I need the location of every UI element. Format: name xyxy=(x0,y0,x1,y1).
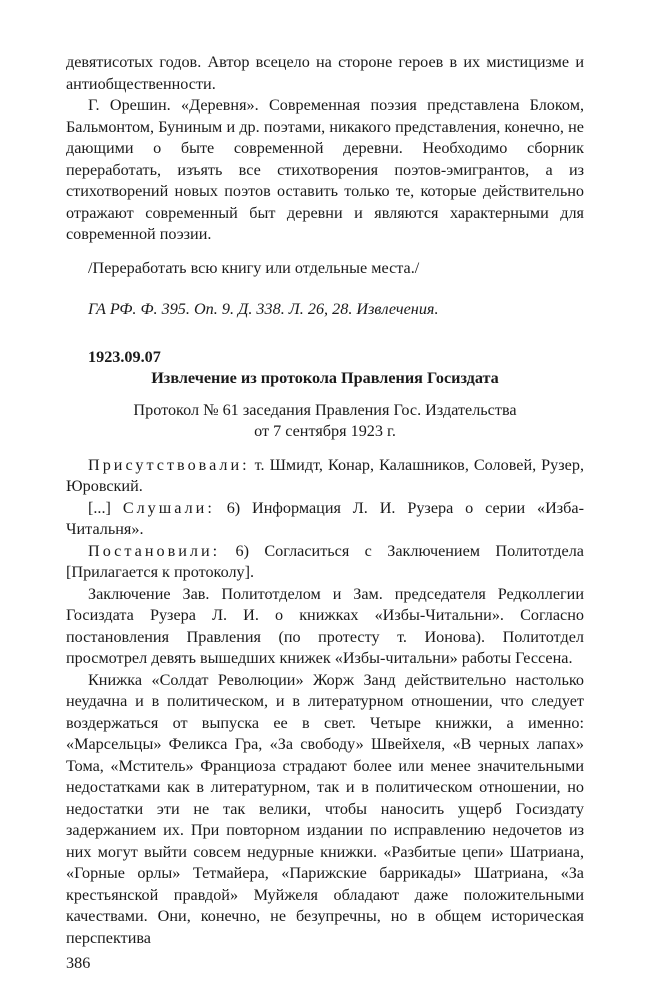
page-number: 386 xyxy=(66,954,91,972)
books-paragraph: Книжка «Солдат Революции» Жорж Занд действительно настолько неудачна и в политическом, и в литературном отношении, что следует воздержаться от выпуска ее в свет. Четыре книжки, а именно: «Марсельцы» Феликса Гра, «За свободу» Швейхеля, «В черных лапах» Тома, «Мститель» Франциоза страдают более или менее значительными недостатками как в литературном, так и в политическом отношении, но недостатки эти не так велики, чтобы наносить ущерб Госиздату задержанием их. При повторном издании по исправлению недочетов из них могут выйти совсем недурные книжки. «Разбитые цепи» Шатриана, «Горные орлы» Тетмайера, «Парижские баррикады» Шатриана, «За крестьянской правдой» Муйжеля обладают даже положительными качествами. Они, конечно, не безупречны, но в общем историческая перспектива xyxy=(66,670,584,947)
editorial-note: /Переработать всю книгу или отдельные места./ xyxy=(88,258,420,277)
heard-prefix: [...] xyxy=(88,498,123,517)
paragraph-continuation: девятисотых годов. Автор всецело на стороне героев в их мистицизме и антиобщественности. xyxy=(66,53,584,93)
attendees-text: т. Шмидт, Конар, Калашников, Соловей, Рузер, Юровский. xyxy=(66,455,584,495)
document-title: Извлечение из протокола Правления Госиздата xyxy=(151,369,499,387)
conclusion-paragraph: Заключение Зав. Политотделом и Зам. председателя Редколлегии Госиздата Рузера Л. И. о книжках «Избы-Читальни». Согласно постановления Правления (по протесту т. Ионова). Политотдел просмотрел девять вышедших книжек «Избы-читальни» работы Гессена. xyxy=(66,584,584,667)
protocol-line-1: Протокол № 61 заседания Правления Гос. Издательства xyxy=(133,400,517,419)
heard-paragraph xyxy=(66,498,584,541)
paragraph-oreshin: Г. Орешин. «Деревня». Современная поэзия представлена Блоком, Бальмонтом, Буниным и др. поэтами, никакого представления, конечно, не дающими о быте современной деревни. Необходимо сборник переработать, изъять все стихотворения поэтов-эмигрантов, а из стихотворений новых поэтов оставить только те, которые действительно отражают современный быт деревни и являются характерными для современной поэзии. xyxy=(66,96,584,243)
heard-text: 6) Информация Л. И. Рузера о серии «Изба-Читальня». xyxy=(66,498,584,538)
document-date: 1923.09.07 xyxy=(88,347,161,366)
decided-label: Постановили: xyxy=(88,541,221,560)
attendees-paragraph xyxy=(66,455,584,498)
archive-source: ГА РФ. Ф. 395. Оп. 9. Д. 338. Л. 26, 28. Извлечения. xyxy=(88,300,439,318)
protocol-heading xyxy=(66,400,584,443)
decided-paragraph xyxy=(66,541,584,584)
text-block xyxy=(66,52,584,949)
heard-label: Слушали: xyxy=(122,498,215,517)
decided-text: 6) Согласиться с Заключением Политотдела [Прилагается к протоколу]. xyxy=(66,541,584,581)
attendees-label: Присутствовали: xyxy=(88,455,250,474)
protocol-line-2: от 7 сентября 1923 г. xyxy=(254,422,396,440)
